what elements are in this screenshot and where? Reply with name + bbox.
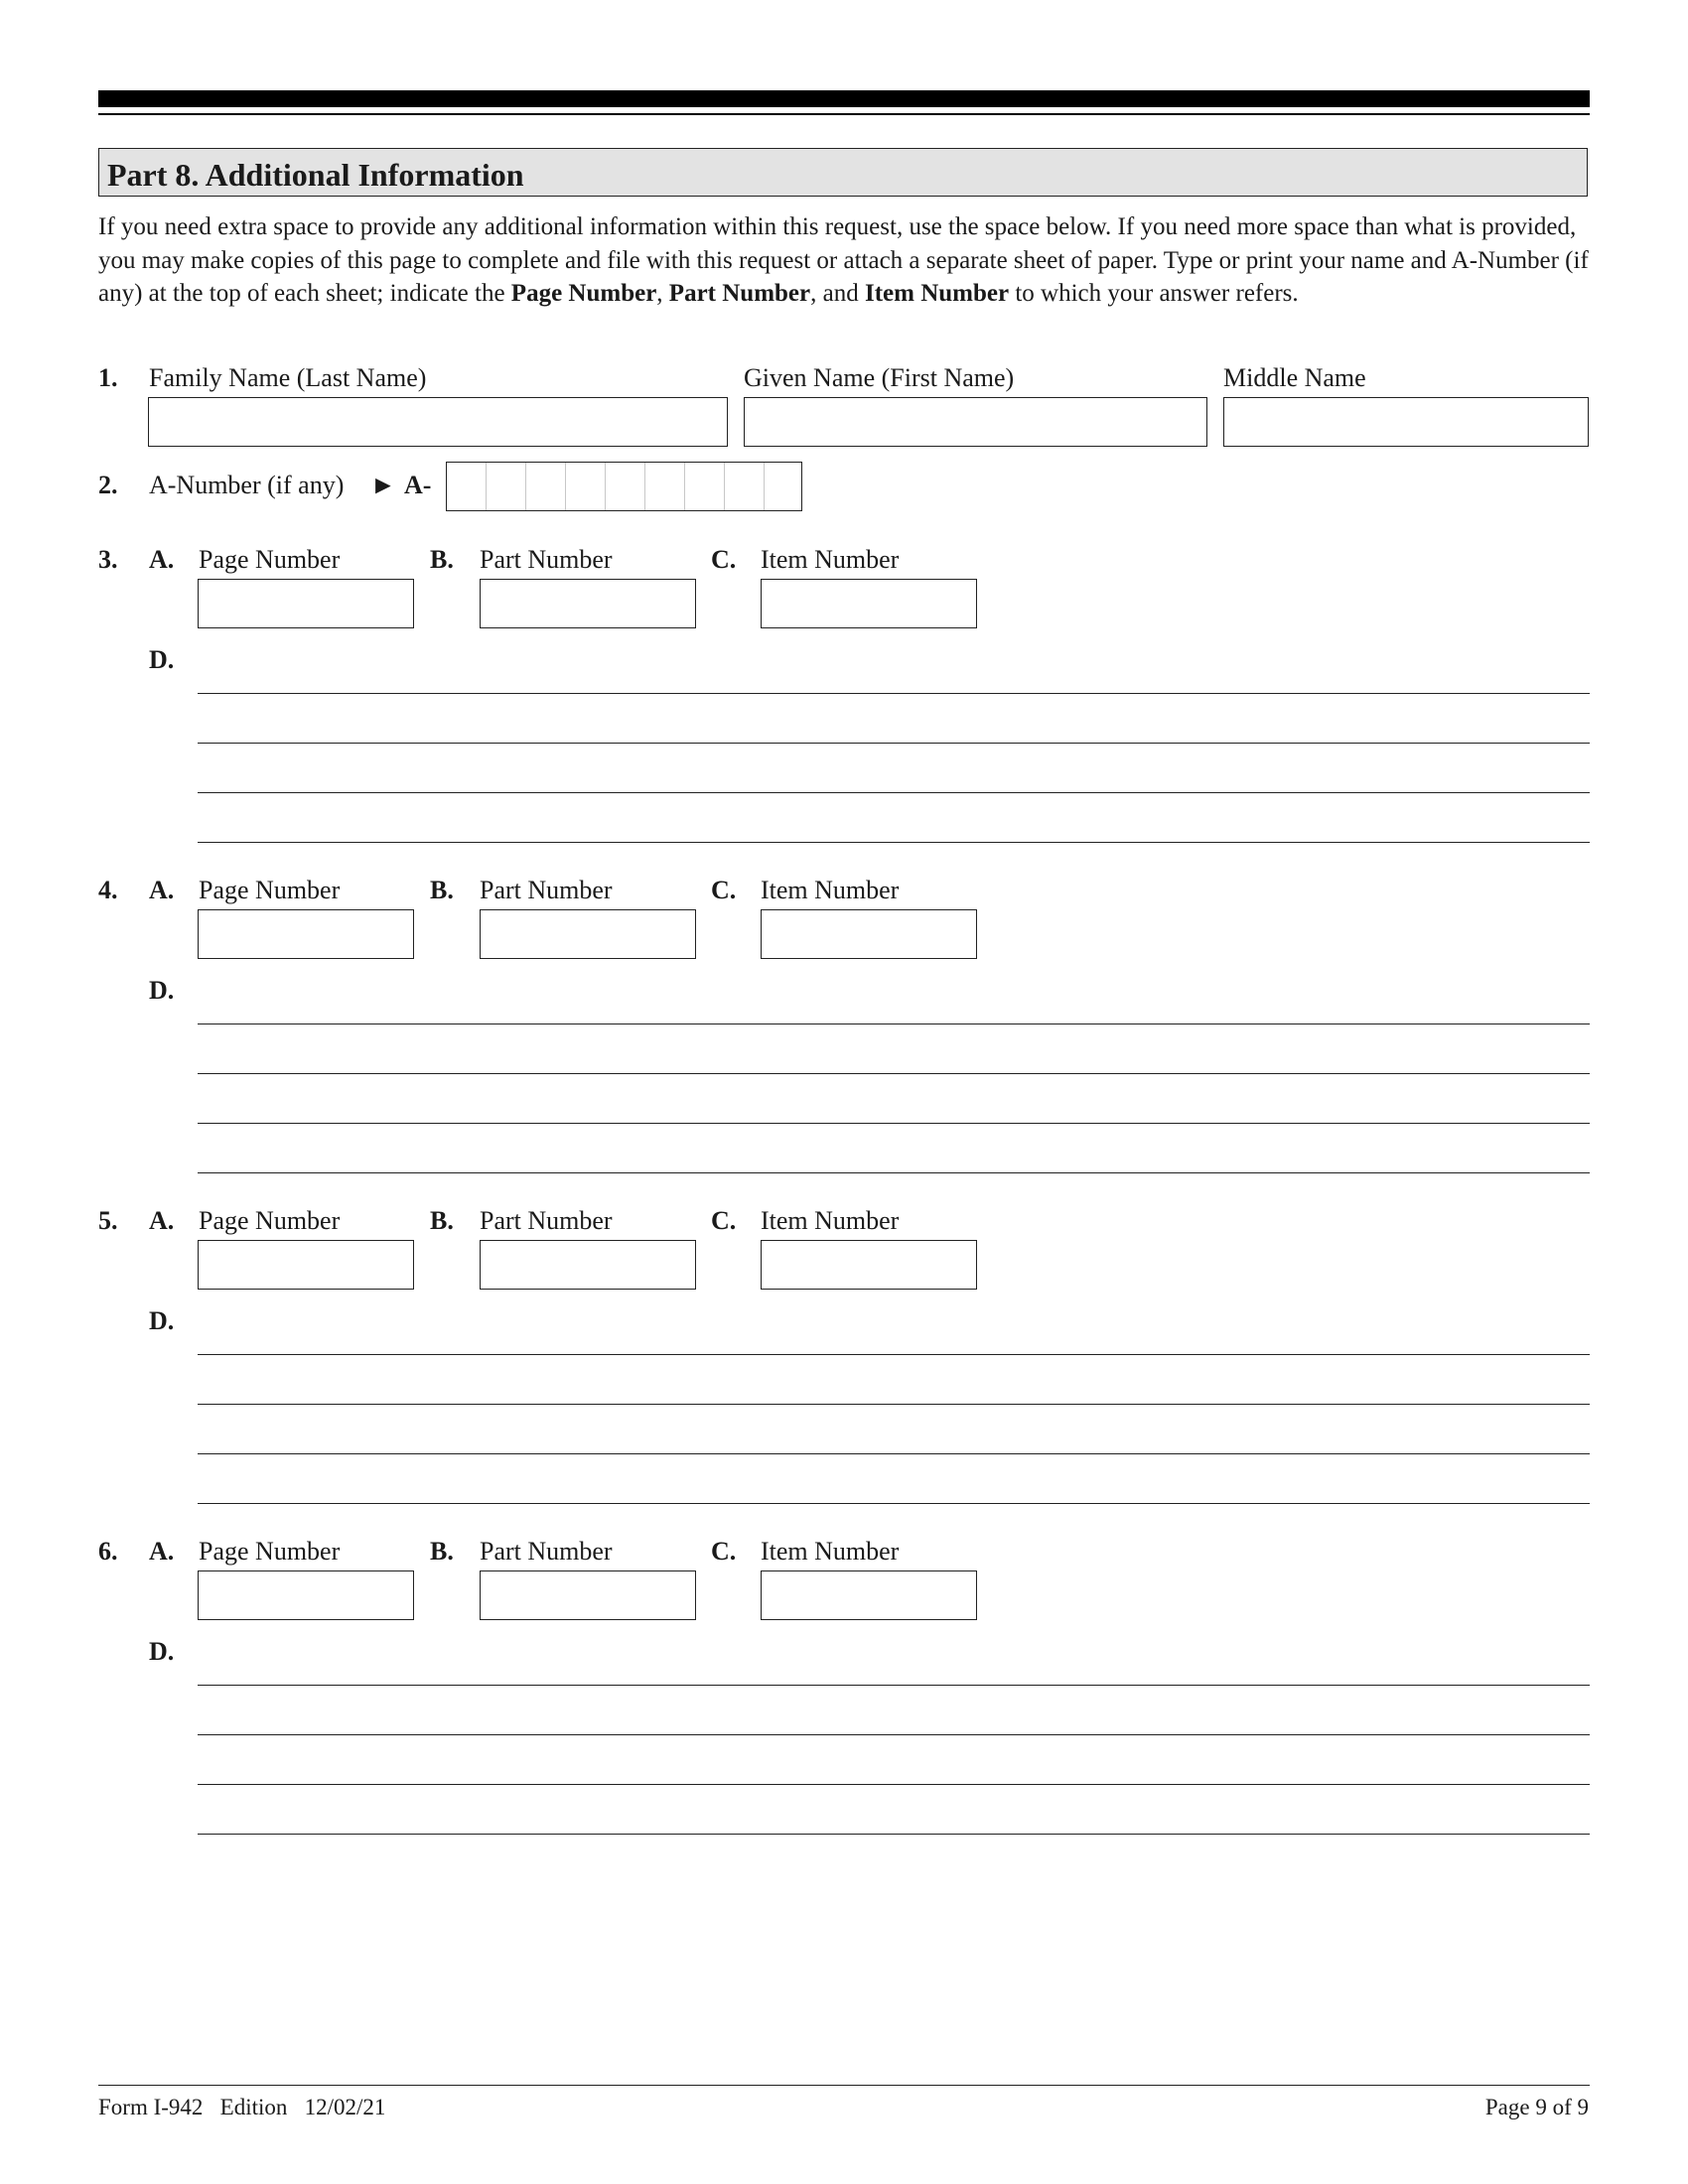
- item-number-field[interactable]: [761, 1240, 977, 1290]
- page-number-label: Page Number: [199, 545, 341, 574]
- digit-cell: [487, 463, 526, 510]
- sub-c-label: C.: [711, 1537, 737, 1566]
- a-number-label: A-Number (if any): [149, 471, 345, 499]
- sub-a-label: A.: [149, 876, 175, 904]
- item-number: 5.: [98, 1206, 118, 1235]
- answer-line[interactable]: [198, 1453, 1590, 1454]
- part-number-label: Part Number: [480, 1537, 613, 1566]
- top-thin-rule: [98, 113, 1590, 115]
- a-number-prefix: A-: [404, 471, 432, 499]
- digit-cell: [566, 463, 606, 510]
- answer-line[interactable]: [198, 1073, 1590, 1074]
- digit-cell: [447, 463, 487, 510]
- item-number-label: Item Number: [761, 876, 900, 904]
- part-number-field[interactable]: [480, 909, 696, 959]
- sub-a-label: A.: [149, 1537, 175, 1566]
- item-2-number: 2.: [98, 471, 118, 499]
- sub-b-label: B.: [430, 1206, 454, 1235]
- answer-line[interactable]: [198, 1172, 1590, 1173]
- answer-line[interactable]: [198, 1834, 1590, 1835]
- item-number-label: Item Number: [761, 545, 900, 574]
- item-number: 3.: [98, 545, 118, 574]
- answer-line[interactable]: [198, 1784, 1590, 1785]
- digit-cell: [725, 463, 765, 510]
- digit-cell: [685, 463, 725, 510]
- middle-name-field[interactable]: [1223, 397, 1589, 447]
- form-edition: Form I-942 Edition 12/02/21: [98, 2095, 386, 2119]
- part-number-field[interactable]: [480, 1570, 696, 1620]
- part-number-field[interactable]: [480, 579, 696, 628]
- answer-line[interactable]: [198, 1503, 1590, 1504]
- middle-name-label: Middle Name: [1223, 363, 1366, 392]
- digit-cell: [606, 463, 645, 510]
- part-number-label: Part Number: [480, 1206, 613, 1235]
- sub-d-label: D.: [149, 1637, 175, 1666]
- a-number-field[interactable]: [446, 462, 802, 511]
- sub-d-label: D.: [149, 645, 175, 674]
- answer-line[interactable]: [198, 1123, 1590, 1124]
- arrow-right-icon: ►: [370, 471, 396, 499]
- sub-a-label: A.: [149, 1206, 175, 1235]
- part-number-label: Part Number: [480, 545, 613, 574]
- instructions-paragraph: If you need extra space to provide any additional information within this request, use the space below. If you need more space than what is provided, you may make copies of this page to complete and file with this request or attach a separate sheet of paper. Type or print your name and A-Number (if any) at the top of each sheet; indicate the Page Number, Part Number, and Item Number to which your answer refers.: [98, 213, 1589, 307]
- sub-d-label: D.: [149, 1306, 175, 1335]
- sub-b-label: B.: [430, 876, 454, 904]
- sub-c-label: C.: [711, 545, 737, 574]
- item-number-field[interactable]: [761, 579, 977, 628]
- page-number-field[interactable]: [198, 1570, 414, 1620]
- digit-cell: [765, 463, 801, 510]
- page-number-field[interactable]: [198, 1240, 414, 1290]
- answer-line[interactable]: [198, 693, 1590, 694]
- answer-line[interactable]: [198, 1734, 1590, 1735]
- answer-line[interactable]: [198, 743, 1590, 744]
- item-number: 4.: [98, 876, 118, 904]
- page-number-label: Page Number: [199, 876, 341, 904]
- sub-d-label: D.: [149, 976, 175, 1005]
- given-name-label: Given Name (First Name): [744, 363, 1015, 392]
- page-number-label: Page Number: [199, 1537, 341, 1566]
- answer-line[interactable]: [198, 1685, 1590, 1686]
- sub-c-label: C.: [711, 876, 737, 904]
- answer-line[interactable]: [198, 1354, 1590, 1355]
- item-number-field[interactable]: [761, 1570, 977, 1620]
- family-name-label: Family Name (Last Name): [149, 363, 427, 392]
- page-number-label: Page Number: [199, 1206, 341, 1235]
- item-number-field[interactable]: [761, 909, 977, 959]
- digit-cell: [645, 463, 685, 510]
- item-1-number: 1.: [98, 363, 118, 392]
- page-number-field[interactable]: [198, 579, 414, 628]
- sub-a-label: A.: [149, 545, 175, 574]
- answer-line[interactable]: [198, 1404, 1590, 1405]
- part-title: Part 8. Additional Information: [107, 157, 524, 193]
- part-header: [98, 148, 1588, 197]
- top-heavy-rule: [98, 90, 1590, 107]
- family-name-field[interactable]: [148, 397, 728, 447]
- page-number-field[interactable]: [198, 909, 414, 959]
- item-number: 6.: [98, 1537, 118, 1566]
- answer-line[interactable]: [198, 842, 1590, 843]
- digit-cell: [526, 463, 566, 510]
- footer-rule: [98, 2085, 1590, 2086]
- sub-c-label: C.: [711, 1206, 737, 1235]
- item-number-label: Item Number: [761, 1537, 900, 1566]
- page-indicator: Page 9 of 9: [1484, 2095, 1589, 2119]
- given-name-field[interactable]: [744, 397, 1207, 447]
- sub-b-label: B.: [430, 1537, 454, 1566]
- answer-line[interactable]: [198, 792, 1590, 793]
- item-number-label: Item Number: [761, 1206, 900, 1235]
- part-number-field[interactable]: [480, 1240, 696, 1290]
- part-number-label: Part Number: [480, 876, 613, 904]
- sub-b-label: B.: [430, 545, 454, 574]
